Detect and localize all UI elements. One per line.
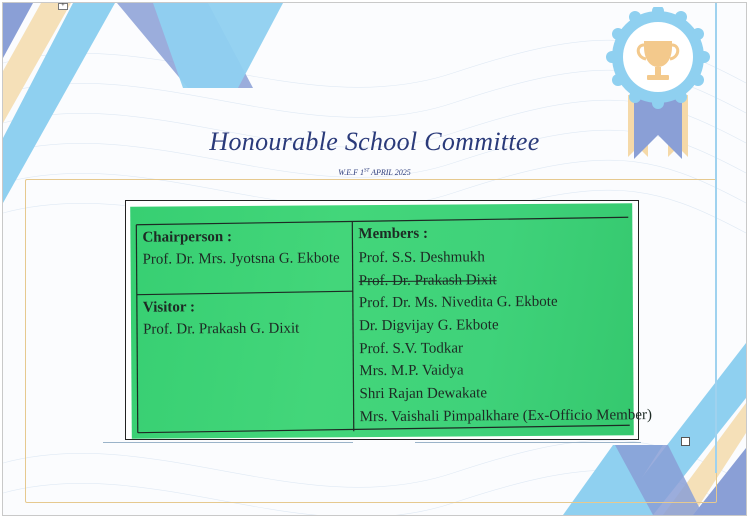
list-item: Prof. Dr. Ms. Nivedita G. Ekbote: [358, 294, 558, 312]
document-subtitle: W.E.F 1ST APRIL 2025: [338, 168, 411, 177]
members-list: [359, 249, 653, 433]
chairperson-name: Prof. Dr. Mrs. Jyotsna G. Ekbote: [142, 250, 340, 268]
list-item: Mrs. Vaishali Pimpalkhare (Ex-Officio Member): [359, 406, 653, 425]
move-handle-icon[interactable]: +: [58, 3, 68, 10]
members-label: Members :: [358, 225, 429, 243]
chairperson-label: Chairperson :: [142, 229, 233, 246]
resize-handle-icon[interactable]: [681, 437, 690, 446]
list-item: Shri Rajan Dewakate: [359, 385, 488, 403]
divider-line: [415, 442, 641, 443]
list-item: Prof. S.V. Todkar: [359, 340, 464, 357]
document-page: [2, 2, 747, 516]
list-item: Prof. S.S. Deshmukh: [358, 249, 485, 267]
list-item: Dr. Digvijay G. Ekbote: [358, 317, 499, 335]
document-title: Honourable School Committee: [209, 127, 540, 156]
list-item: Mrs. M.P. Vaidya: [359, 362, 464, 380]
list-item: Prof. Dr. Prakash Dixit: [358, 271, 497, 289]
divider-line: [103, 442, 353, 443]
committee-panel: [130, 203, 653, 438]
visitor-name: Prof. Dr. Prakash G. Dixit: [142, 320, 300, 338]
visitor-label: Visitor :: [142, 299, 196, 316]
committee-photo[interactable]: [125, 200, 653, 440]
blue-frame-line: [715, 3, 717, 473]
